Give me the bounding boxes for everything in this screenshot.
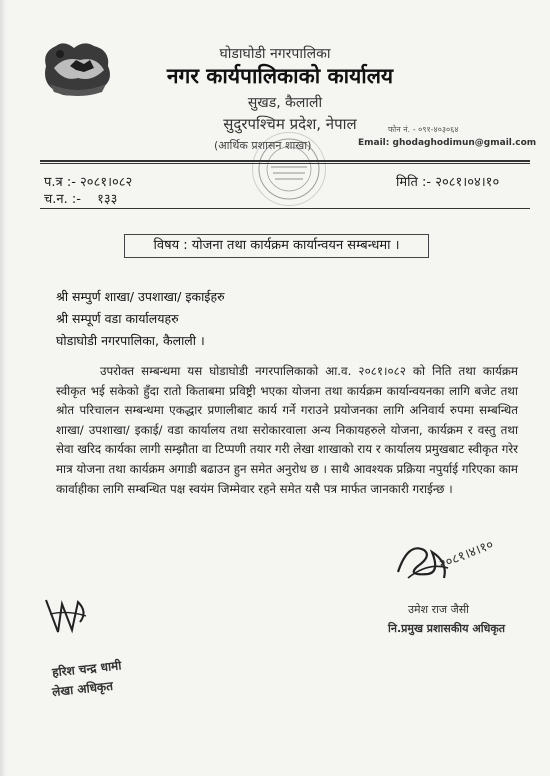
right-signer-name: उमेश राज जैसी xyxy=(408,603,470,616)
office-province: सुदुरपश्चिम प्रदेश, नेपाल xyxy=(223,115,357,133)
body-paragraph: उपरोक्त सम्बन्धमा यस घोडाघोडी नगरपालिकाको आ.व. २०८१।०८२ को निति तथा कार्यक्रम स्वीकृत भई सकेको हुँदा रातो किताबमा प्रविष्ट्री भएका योजना तथा कार्यक्रम कार्यान्वयनका लागि बजेट तथा श्रोत परिचालन सम्बन्धमा एकद्धार प्रणालीबाट कार्य गर्ने गराउने प्रयोजनका लागि अनिवार्य रुपमा सम्बन्धित शाखा/ उपशाखा/ इकाई/ वडा कार्यालय तथा सरोकारवाला अन्य निकायहरुले योजना, कार्यक्रम र वस्तु तथा सेवा खरिद कार्यका लागी सम्झौता वा टिप्पणी तयार गरी लेखा शाखाको राय र कार्यालय प्रमुखबाट स्वीकृत गरेर मात्र योजना तथा कार्यक्रम अगाडी बढाउन हुन समेत अनुरोध छ । साथै आवश्यक प्रक्रिया नपुर्याई गरिएका काम कार्वाहीका लागि सम्बन्धित पक्ष स्वयंम जिम्मेवार रहने समेत यसै पत्र मार्फत जानकारी गराईन्छ । xyxy=(56,364,519,496)
recipient-line-2: श्री सम्पूर्ण वडा कार्यालयहरु xyxy=(56,311,179,326)
municipality-name: घोडाघोडी नगरपालिका xyxy=(219,46,331,62)
date-value: २०८१।०४।१० xyxy=(435,175,500,190)
chalani-label: च.न. :- xyxy=(44,192,81,207)
office-section: (आर्थिक प्रशासन शाखा) xyxy=(214,139,312,152)
patra-label: प.त्र :- xyxy=(44,175,76,190)
chalani-number-row xyxy=(44,189,117,207)
left-signer-title: लेखा अधिकृत xyxy=(51,678,114,700)
date-row xyxy=(396,172,499,190)
recipient-line-3: घोडाघोडी नगरपालिका, कैलाली । xyxy=(56,333,205,348)
office-email: Email: ghodaghodimun@gmail.com xyxy=(358,138,537,148)
office-phone: फोन नं. - ०९१-४०३०६४ xyxy=(388,125,459,134)
left-signer-name: हरिश चन्द्र धामी xyxy=(51,658,122,680)
recipient-line-1: श्री सम्पुर्ण शाखा/ उपशाखा/ इकाईहरु xyxy=(56,289,225,304)
patra-value: २०८१।०८२ xyxy=(80,175,133,190)
office-title: नगर कार्यपालिकाको कार्यालय xyxy=(166,64,394,88)
right-signature-date: २०८१।४।१० xyxy=(437,537,496,573)
office-location: सुखड, कैलाली xyxy=(247,95,323,111)
patra-number-row xyxy=(44,172,132,190)
right-signer-title: नि.प्रमुख प्रशासकीय अधिकृत xyxy=(388,622,506,635)
letter-body xyxy=(56,362,518,499)
subject-box: विषय : योजना तथा कार्यक्रम कार्यान्वयन सम्बन्धमा । xyxy=(124,234,429,258)
office-stamp xyxy=(252,132,326,206)
left-signature xyxy=(38,592,98,642)
header-rule-thin xyxy=(40,163,530,164)
chalani-value: १३३ xyxy=(97,192,118,207)
date-label: मिति :- xyxy=(396,175,432,190)
meta-rule xyxy=(40,208,530,209)
header-rule xyxy=(40,160,530,162)
